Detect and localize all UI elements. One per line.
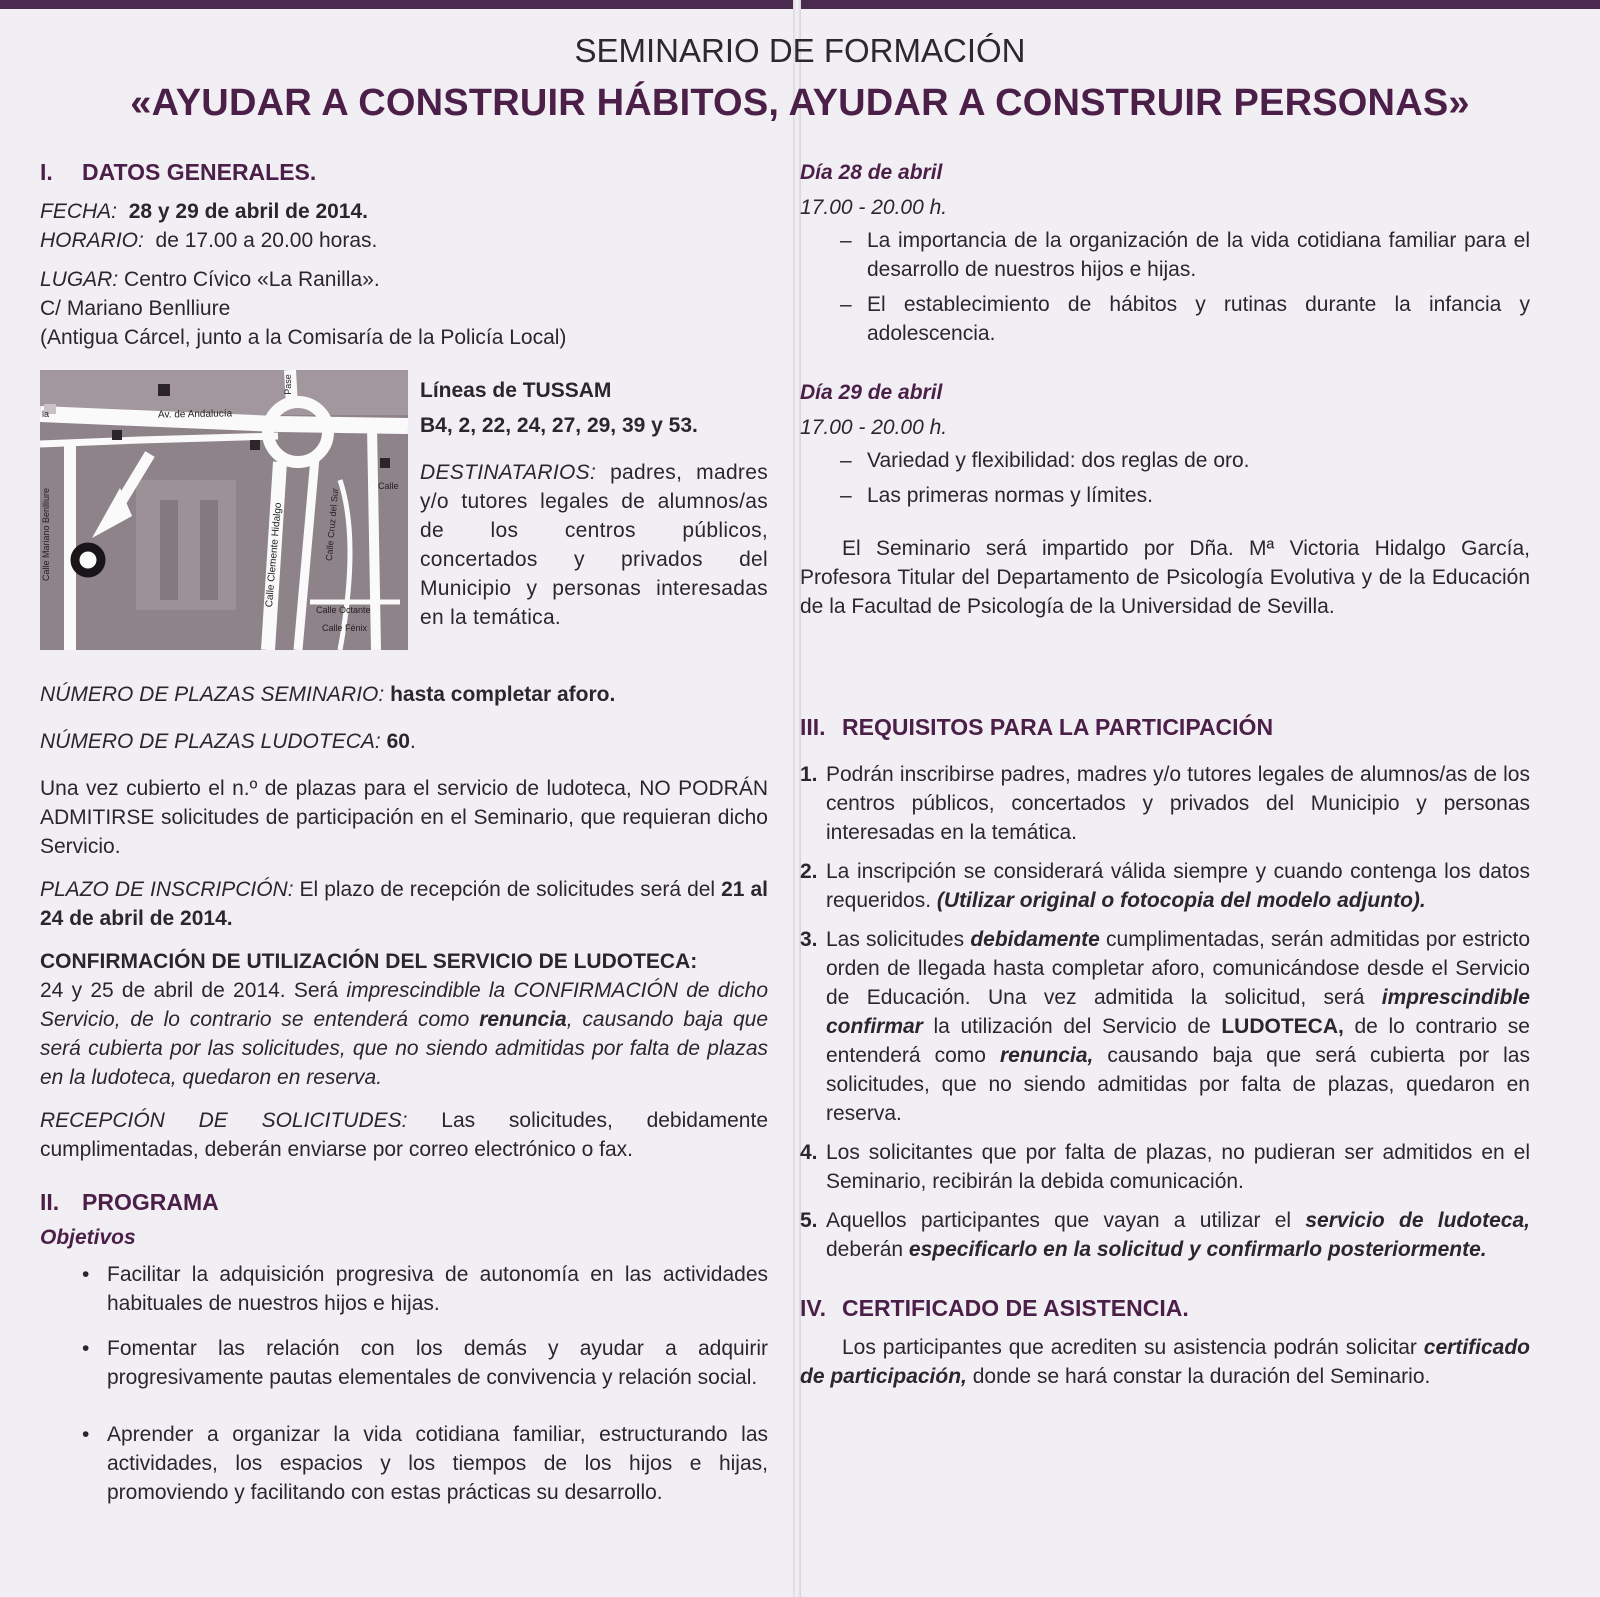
list-item: – El establecimiento de hábitos y rutinas durante la infancia y adolescencia. bbox=[840, 293, 1530, 345]
confirmacion-text: 24 y 25 de abril de 2014. Será imprescindible la CONFIRMACIÓN de dicho Servicio, de lo contrario se entenderá como renuncia, causando baja que será cubierta por las solicitudes, que no siendo admitidas por falta de plazas en la ludoteca, quedaron en reserva. bbox=[40, 979, 769, 1089]
impartido: El Seminario será impartido por Dña. Mª Victoria Hidalgo García, Profesora Titular del Departamento de Psicología Evolutiva y de la Educación de la Facultad de Psicología de la Universidad de Sevilla. bbox=[800, 537, 1530, 618]
map-label-fenix: Calle Fénix bbox=[322, 623, 368, 633]
confirmacion-heading: CONFIRMACIÓN DE UTILIZACIÓN DEL SERVICIO DE LUDOTECA: bbox=[40, 950, 698, 973]
list-item: • Fomentar las relación con los demás y ayudar a adquirir progresivamente pautas elementales de convivencia y relación social. bbox=[82, 1337, 768, 1389]
plazas-ludoteca: NÚMERO DE PLAZAS LUDOTECA: 60. bbox=[40, 730, 416, 753]
fecha-line: FECHA: 28 y 29 de abril de 2014. bbox=[40, 200, 369, 223]
map-label-mariano: Calle Mariano Benlliure bbox=[41, 487, 52, 582]
location-map bbox=[40, 370, 408, 650]
destinatarios: DESTINATARIOS: padres, madres y/o tutores legales de alumnos/as de los centros públicos, concertados y privados del Municipio y personas interesadas en la temática. bbox=[420, 461, 769, 629]
left-column bbox=[40, 158, 768, 1523]
map-label-paseo: Pase bbox=[282, 374, 293, 395]
dia1-label: Día 28 de abril bbox=[800, 161, 943, 184]
dia2-label: Día 29 de abril bbox=[800, 381, 943, 404]
plazas-seminario: NÚMERO DE PLAZAS SEMINARIO: hasta completar aforo. bbox=[40, 683, 616, 706]
certificado-text: Los participantes que acrediten su asistencia podrán solicitar certificado de participación, donde se hará constar la duración del Seminario. bbox=[800, 1336, 1530, 1388]
objetivos-label: Objetivos bbox=[40, 1226, 136, 1249]
section-heading-datos: I. DATOS GENERALES. bbox=[40, 159, 317, 185]
dia2-time: 17.00 - 20.00 h. bbox=[800, 416, 948, 439]
map-label-clemente: Calle Clemente Hidalgo bbox=[263, 502, 285, 608]
list-item: – Variedad y flexibilidad: dos reglas de oro. bbox=[840, 449, 1250, 472]
map-label-la: la bbox=[42, 409, 50, 419]
dia1-list bbox=[800, 226, 1530, 348]
dia2-list bbox=[800, 446, 1530, 510]
map-label-octante: Calle Octante bbox=[316, 605, 371, 615]
list-item: 1. Podrán inscribirse padres, madres y/o tutores legales de alumnos/as de los centros públicos, concertados y privados del Municipio y personas interesadas en la temática. bbox=[800, 763, 1530, 844]
map-label-cruz: Calle Cruz del Sur bbox=[323, 487, 341, 562]
list-item: • Aprender a organizar la vida cotidiana familiar, estructurando las actividades, los espacios y los tiempos de los hijos e hijas, promoviendo y facilitando con estas prácticas su desarrollo. bbox=[82, 1423, 768, 1504]
seminar-label: SEMINARIO DE FORMACIÓN bbox=[574, 32, 1026, 69]
lineas-title: Líneas de TUSSAM bbox=[420, 379, 612, 402]
map-side-info bbox=[420, 370, 768, 650]
section-heading-requisitos: III. REQUISITOS PARA LA PARTICIPACIÓN bbox=[800, 714, 1274, 740]
map-and-info bbox=[40, 370, 768, 650]
section-heading-programa: II. PROGRAMA bbox=[40, 1189, 219, 1215]
right-column bbox=[800, 158, 1530, 1391]
list-item: 4. Los solicitantes que por falta de plazas, no pudieran ser admitidos en el Seminario, recibirán la debida comunicación. bbox=[800, 1141, 1530, 1193]
requisitos-list bbox=[800, 760, 1530, 1264]
list-item: 3. Las solicitudes debidamente cumplimentadas, serán admitidas por estricto orden de llegada hasta completar aforo, comunicándose desde el Servicio de Educación. Una vez admitida la solicitud, será imprescindible confirmar la utilización del Servicio de LUDOTECA, de lo contrario se entenderá como renuncia, causando baja que será cubierta por las solicitudes, que no siendo admitidas por falta de plazas, quedaron en reserva. bbox=[800, 928, 1530, 1125]
map-label-avenida: Av. de Andalucía bbox=[157, 408, 233, 421]
dia1-time: 17.00 - 20.00 h. bbox=[800, 196, 948, 219]
lugar-street: C/ Mariano Benlliure bbox=[40, 297, 231, 320]
horario-line: HORARIO: de 17.00 a 20.00 horas. bbox=[40, 229, 378, 252]
lugar-line: LUGAR: Centro Cívico «La Ranilla». bbox=[40, 268, 380, 291]
seminar-title: «AYUDAR A CONSTRUIR HÁBITOS, AYUDAR A CONSTRUIR PERSONAS» bbox=[130, 82, 1470, 124]
list-item: – La importancia de la organización de la vida cotidiana familiar para el desarrollo de nuestros hijos e hijas. bbox=[840, 229, 1530, 281]
lugar-note: (Antigua Cárcel, junto a la Comisaría de la Policía Local) bbox=[40, 326, 567, 349]
objetivos-list bbox=[40, 1260, 768, 1507]
plazo-inscripcion: PLAZO DE INSCRIPCIÓN: El plazo de recepción de solicitudes será del 21 al 24 de abril de 2014. bbox=[40, 878, 768, 930]
list-item: • Facilitar la adquisición progresiva de autonomía en las actividades habituales de nuestros hijos e hijas. bbox=[82, 1263, 768, 1315]
aviso-ludoteca: Una vez cubierto el n.º de plazas para el servicio de ludoteca, NO PODRÁN ADMITIRSE solicitudes de participación en el Seminario, que requieran dicho Servicio. bbox=[40, 777, 768, 858]
map-label-calle: Calle bbox=[378, 481, 399, 491]
lineas-value: B4, 2, 22, 24, 27, 29, 39 y 53. bbox=[420, 414, 698, 437]
list-item: – Las primeras normas y límites. bbox=[840, 484, 1153, 507]
section-heading-certificado: IV. CERTIFICADO DE ASISTENCIA. bbox=[800, 1295, 1189, 1321]
list-item: 5. Aquellos participantes que vayan a utilizar el servicio de ludoteca, deberán especificarlo en la solicitud y confirmarlo posteriormente. bbox=[800, 1209, 1530, 1261]
recepcion-solicitudes: RECEPCIÓN DE SOLICITUDES: Las solicitudes, debidamente cumplimentadas, deberán enviarse por correo electrónico o fax. bbox=[40, 1109, 769, 1161]
list-item: 2. La inscripción se considerará válida siempre y cuando contenga los datos requeridos. (Utilizar original o fotocopia del modelo adjunto). bbox=[800, 860, 1530, 912]
